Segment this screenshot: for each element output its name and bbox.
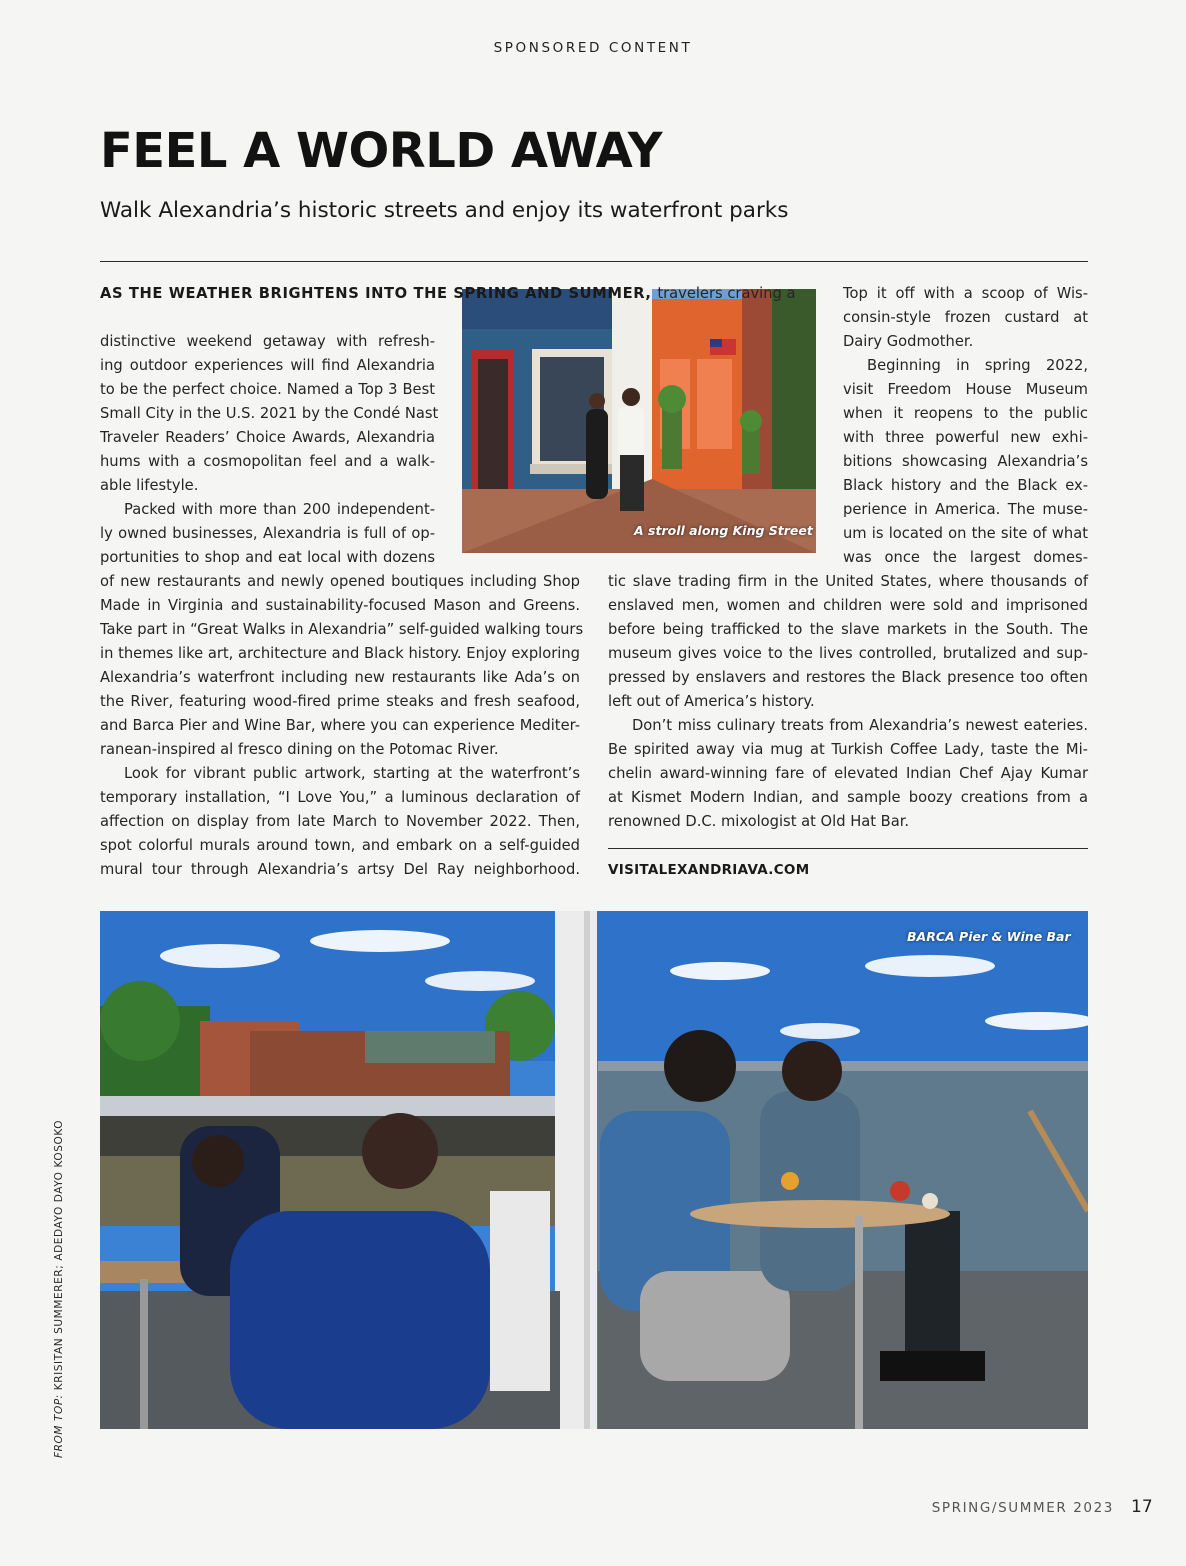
body-line: ing outdoor experiences will find Alexandria <box>100 357 435 374</box>
body-line: portunities to shop and eat local with dozens <box>100 549 435 566</box>
body-line: spot colorful murals around town, and embark on a self-guided <box>100 837 580 854</box>
body-line: Be spirited away via mug at Turkish Coffee Lady, taste the Mi- <box>608 741 1088 758</box>
body-line: Traveler Readers’ Choice Awards, Alexandria <box>100 429 435 446</box>
body-line: Alexandria’s waterfront including new restaurants like Ada’s on <box>100 669 580 686</box>
body-line: Top it off with a scoop of Wis- <box>843 285 1088 302</box>
headline: FEEL A WORLD AWAY <box>100 123 662 179</box>
body-line: Don’t miss culinary treats from Alexandria’s newest eateries. <box>632 717 1088 734</box>
website-link[interactable]: VISITALEXANDRIAVA.COM <box>608 862 810 878</box>
body-line: Black history and the Black ex- <box>843 477 1088 494</box>
body-line: renowned D.C. mixologist at Old Hat Bar. <box>608 813 910 830</box>
body-line: distinctive weekend getaway with refresh- <box>100 333 435 350</box>
body-line: enslaved men, women and children were sold and imprisoned <box>608 597 1088 614</box>
page-number: 17 <box>1131 1497 1153 1517</box>
subheadline: Walk Alexandria’s historic streets and enjoy its waterfront parks <box>100 198 789 223</box>
body-line: at Kismet Modern Indian, and sample boozy creations from a <box>608 789 1088 806</box>
photo-credit-names: KRISITAN SUMMERER; ADEDAYO DAYO KOSOKO <box>53 1119 65 1391</box>
body-line: consin-style frozen custard at <box>843 309 1088 326</box>
body-line: of new restaurants and newly opened boutiques including Shop <box>100 573 580 590</box>
body-line: affection on display from late March to November 2022. Then, <box>100 813 580 830</box>
body-line-lead <box>100 282 796 306</box>
body-line: visit Freedom House Museum <box>843 381 1088 398</box>
url-rule <box>608 848 1088 849</box>
body-line: with three powerful new exhi- <box>843 429 1088 446</box>
body-line: Packed with more than 200 independent- <box>124 501 435 518</box>
body-line: Look for vibrant public artwork, starting at the waterfront’s <box>124 765 580 782</box>
body-line: Small City in the U.S. 2021 by the Condé Nast <box>100 405 439 422</box>
body-line: perience in America. The muse- <box>843 501 1088 518</box>
waterfront-photo-caption: BARCA Pier & Wine Bar <box>907 929 1071 944</box>
body-line: travelers craving a <box>657 285 796 302</box>
body-line: to be the perfect choice. Named a Top 3 Best <box>100 381 435 398</box>
sponsored-kicker: SPONSORED CONTENT <box>493 40 693 56</box>
body-line: bitions showcasing Alexandria’s <box>843 453 1088 470</box>
body-line: chelin award-winning fare of elevated Indian Chef Ajay Kumar <box>608 765 1088 782</box>
issue-label: SPRING/SUMMER 2023 <box>931 1500 1114 1516</box>
header-rule <box>100 261 1088 262</box>
body-line: before being trafficked to the slave markets in the South. The <box>608 621 1088 638</box>
body-line: was once the largest domes- <box>843 549 1088 566</box>
body-line: in themes like art, architecture and Black history. Enjoy exploring <box>100 645 580 662</box>
body-line: and Barca Pier and Wine Bar, where you can experience Mediter- <box>100 717 580 734</box>
body-line: able lifestyle. <box>100 477 199 494</box>
body-line: left out of America’s history. <box>608 693 815 710</box>
photo-credit <box>53 1120 65 1458</box>
waterfront-photo <box>100 911 1088 1429</box>
body-line: museum gives voice to the lives controlled, brutalized and sup- <box>608 645 1088 662</box>
body-line: pressed by enslavers and restores the Black presence too often <box>608 669 1088 686</box>
street-photo-caption: A stroll along King Street <box>634 523 813 538</box>
body-line: Made in Virginia and sustainability-focused Mason and Greens. <box>100 597 580 614</box>
body-line: temporary installation, “I Love You,” a luminous declaration of <box>100 789 580 806</box>
body-line: tic slave trading firm in the United States, where thousands of <box>608 573 1088 590</box>
body-line: when it reopens to the public <box>843 405 1088 422</box>
body-line: um is located on the site of what <box>843 525 1088 542</box>
body-line: ly owned businesses, Alexandria is full of op- <box>100 525 435 542</box>
photo-credit-prefix: FROM TOP: <box>53 1394 65 1458</box>
body-line: mural tour through Alexandria’s artsy Del Ray neighborhood. <box>100 861 580 878</box>
lead-in: AS THE WEATHER BRIGHTENS INTO THE SPRING AND SUMMER, <box>100 285 658 302</box>
body-line: ranean-inspired al fresco dining on the Potomac River. <box>100 741 499 758</box>
body-line: hums with a cosmopolitan feel and a walk- <box>100 453 435 470</box>
body-line: Dairy Godmother. <box>843 333 974 350</box>
body-line: the River, featuring wood-fired prime steaks and fresh seafood, <box>100 693 580 710</box>
street-photo <box>462 289 816 553</box>
body-line: Take part in “Great Walks in Alexandria” self-guided walking tours <box>100 621 584 638</box>
body-line: Beginning in spring 2022, <box>867 357 1088 374</box>
